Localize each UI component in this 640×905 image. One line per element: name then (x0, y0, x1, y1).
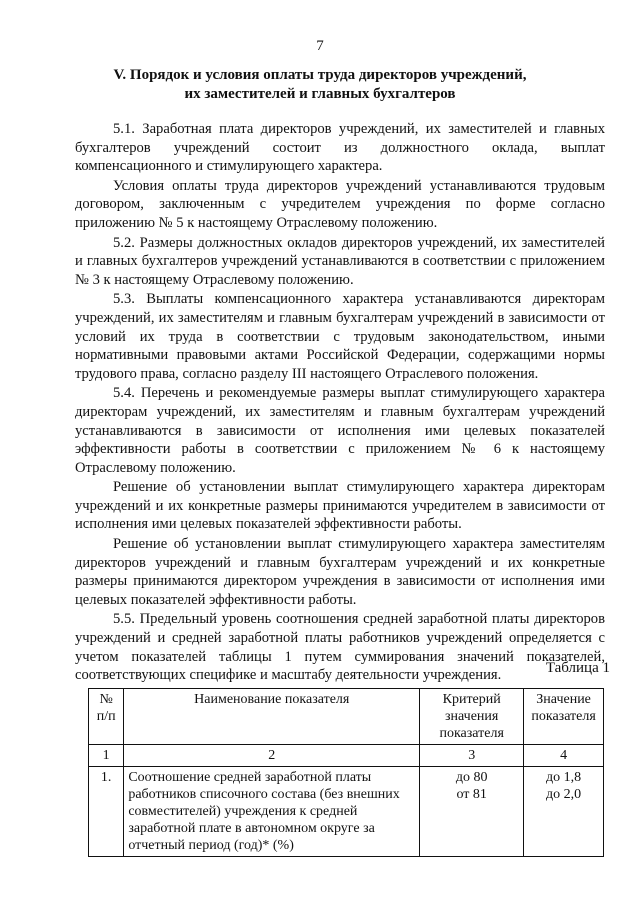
column-number-row (89, 745, 604, 767)
paragraph-contract-terms: Условия оплаты труда директоров учреждений устанавливаются трудовым договором, заключенным с учредителем учреждения по форме согласно приложению № 5 к настоящему Отраслевому положению. (75, 177, 605, 231)
column-number: 2 (124, 745, 420, 767)
paragraph-5-4: 5.4. Перечень и рекомендуемые размеры выплат стимулирующего характера директорам учреждений, их заместителям и главным бухгалтерам учреждений устанавливаются в зависимости от исполнения ими целевых показателей эффективности работы в соответствии с приложением № 6 к настоящему Отраслевому положению. (75, 385, 605, 476)
section-title (60, 66, 580, 104)
header-name: Наименование показателя (124, 689, 420, 745)
criterion-value: до 80 (455, 770, 488, 785)
indicator-value: до 2,0 (546, 787, 582, 802)
column-number: 4 (524, 745, 604, 767)
header-value: Значение показателя (524, 689, 604, 745)
paragraph-director-incentives: Решение об установлении выплат стимулирующего характера директорам учреждений и их конкретные размеры принимаются учредителем в зависимости от исполнения ими целевых показателей эффективности работы. (75, 479, 605, 533)
section-body (75, 120, 605, 686)
paragraph-5-5: 5.5. Предельный уровень соотношения средней заработной платы директоров учреждений и средней заработной платы работников учреждений определяется с учетом показателей таблицы 1 путем суммирования значений показателей, соответствующих специфике и масштабу деятельности учреждения. (75, 611, 605, 684)
row-name: Соотношение средней заработной платы работников списочного состава (без внешних совместителей) учреждения к средней заработной плате в автономном округе за отчетный период (год)* (%) (124, 767, 420, 857)
header-num: № п/п (89, 689, 124, 745)
paragraph-5-3: 5.3. Выплаты компенсационного характера устанавливаются директорам учреждений, их заместителям и главным бухгалтерам учреждений в зависимости от условий их труда в соответствии с трудовым законодательством, иными нормативными правовыми актами Российской Федерации, содержащими нормы трудового права, согласно разделу III настоящего Отраслевого положения. (75, 291, 605, 382)
column-number: 1 (89, 745, 124, 767)
page-number: 7 (316, 38, 324, 54)
table-caption: Таблица 1 (545, 660, 610, 676)
table-header-row (89, 689, 604, 745)
table-row (89, 767, 604, 857)
paragraph-5-2: 5.2. Размеры должностных окладов директоров учреждений, их заместителей и главных бухгалтеров учреждений устанавливаются в соответствии с приложением № 3 к настоящему Отраслевому положению. (75, 234, 605, 288)
criterion-value: от 81 (456, 787, 487, 802)
indicators-table (88, 688, 604, 857)
column-number: 3 (420, 745, 524, 767)
row-num: 1. (89, 767, 124, 857)
paragraph-5-1: 5.1. Заработная плата директоров учреждений, их заместителей и главных бухгалтеров учреждений состоит из должностного оклада, выплат компенсационного и стимулирующего характера. (75, 121, 605, 175)
section-title-line-2: их заместителей и главных бухгалтеров (184, 86, 456, 102)
paragraph-deputy-incentives: Решение об установлении выплат стимулирующего характера заместителям директоров учреждений и главным бухгалтерам учреждений и их конкретные размеры принимаются директором учреждения в зависимости от исполнения ими целевых показателей эффективности работы. (75, 536, 605, 608)
indicator-value: до 1,8 (546, 770, 582, 785)
row-criterion (420, 767, 524, 857)
row-value (524, 767, 604, 857)
section-title-line-1: V. Порядок и условия оплаты труда директоров учреждений, (113, 67, 527, 83)
header-criterion: Критерий значения показателя (420, 689, 524, 745)
